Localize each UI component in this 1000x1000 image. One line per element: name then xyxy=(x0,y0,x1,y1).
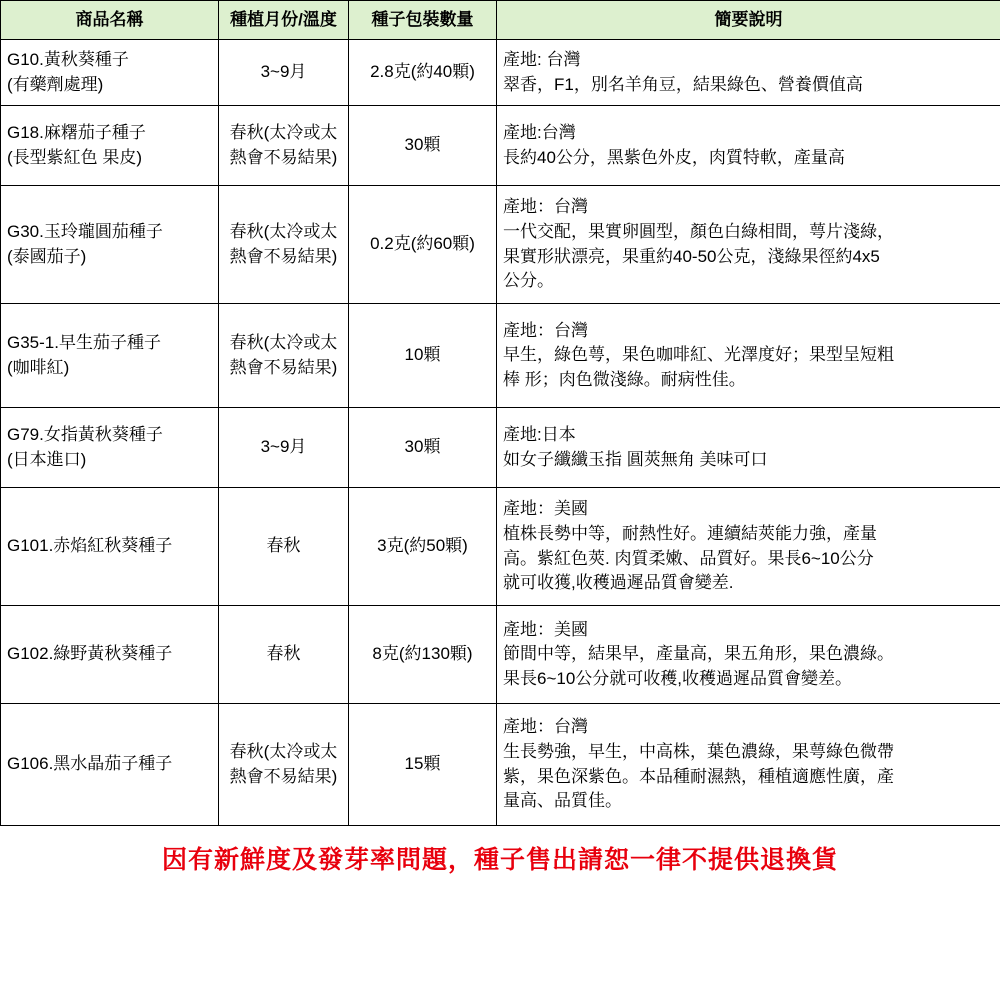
description-line-1: 產地：台灣 xyxy=(503,320,588,340)
cell-planting-month xyxy=(219,106,349,186)
table-row xyxy=(1,186,1000,304)
table-row xyxy=(1,40,1000,106)
product-name-line-1: G18.麻糬茄子種子 xyxy=(7,122,146,142)
cell-description xyxy=(497,704,1000,826)
cell-product-name xyxy=(1,40,219,106)
cell-product-name xyxy=(1,106,219,186)
product-name-line-1: G35-1.早生茄子種子 xyxy=(7,332,161,352)
product-name-line-2: (長型紫紅色 果皮) xyxy=(7,147,143,167)
cell-package-quantity: 3克(約50顆) xyxy=(349,488,497,606)
cell-product-name xyxy=(1,606,219,704)
column-header-package-quantity: 種子包裝數量 xyxy=(349,1,497,40)
description-line-2: 長約40公分，黑紫色外皮，肉質特軟，產量高 xyxy=(503,147,845,167)
cell-product-name xyxy=(1,488,219,606)
planting-month-line-1: 春秋(太冷或太 xyxy=(229,221,338,241)
cell-description xyxy=(497,304,1000,408)
table-body xyxy=(1,40,1000,826)
description-line-1: 產地:台灣 xyxy=(503,122,576,142)
description-line-1: 產地:日本 xyxy=(503,424,576,444)
cell-description xyxy=(497,408,1000,488)
table-row xyxy=(1,106,1000,186)
cell-description xyxy=(497,488,1000,606)
cell-planting-month xyxy=(219,606,349,704)
description-line-4: 量高、品質佳。 xyxy=(503,791,622,811)
product-name-line-2: (泰國茄子) xyxy=(7,246,87,266)
cell-product-name xyxy=(1,304,219,408)
description-line-1: 產地：美國 xyxy=(503,619,588,639)
product-name-line-2: (日本進口) xyxy=(7,449,87,469)
product-name-line-1: G79.女指黃秋葵種子 xyxy=(7,424,163,444)
description-line-2: 植株長勢中等，耐熱性好。連續結莢能力強，產量 xyxy=(503,523,877,543)
cell-package-quantity: 0.2克(約60顆) xyxy=(349,186,497,304)
cell-planting-month xyxy=(219,488,349,606)
description-line-2: 早生，綠色萼，果色咖啡紅、光澤度好；果型呈短粗 xyxy=(503,345,894,365)
planting-month-line-1: 春秋 xyxy=(266,644,301,664)
planting-month-line-2: 熱會不易結果) xyxy=(229,357,338,377)
product-name-line-1: G106.黑水晶茄子種子 xyxy=(7,754,173,774)
cell-package-quantity: 30顆 xyxy=(349,408,497,488)
planting-month-line-1: 春秋(太冷或太 xyxy=(229,122,338,142)
planting-month-line-2: 熱會不易結果) xyxy=(229,766,338,786)
product-name-line-2: (咖啡紅) xyxy=(7,357,70,377)
table-row xyxy=(1,606,1000,704)
description-line-3: 果實形狀漂亮，果重約40-50公克，淺綠果徑約4x5 xyxy=(503,246,880,266)
cell-package-quantity: 8克(約130顆) xyxy=(349,606,497,704)
table-header xyxy=(1,1,1000,40)
description-line-4: 就可收獲,收穫過遲品質會變差. xyxy=(503,573,734,593)
planting-month-line-1: 3~9月 xyxy=(260,437,307,457)
description-line-3: 果長6~10公分就可收穫,收穫過遲品質會變差。 xyxy=(503,668,853,688)
table-row xyxy=(1,408,1000,488)
planting-month-line-1: 春秋(太冷或太 xyxy=(229,332,338,352)
description-line-2: 節間中等，結果早，產量高，果五角形，果色濃綠。 xyxy=(503,644,894,664)
product-name-line-2: (有藥劑處理) xyxy=(7,74,104,94)
cell-description xyxy=(497,106,1000,186)
product-name-line-1: G101.赤焰紅秋葵種子 xyxy=(7,536,173,556)
column-header-planting-month: 種植月份/溫度 xyxy=(219,1,349,40)
description-line-3: 高。紫紅色莢. 肉質柔嫩、品質好。果長6~10公分 xyxy=(503,548,874,568)
planting-month-line-1: 3~9月 xyxy=(260,62,307,82)
description-line-2: 翠香，F1，別名羊角豆，結果綠色、營養價值高 xyxy=(503,74,863,94)
table-row xyxy=(1,704,1000,826)
cell-product-name xyxy=(1,704,219,826)
cell-description xyxy=(497,40,1000,106)
table-row xyxy=(1,304,1000,408)
cell-product-name xyxy=(1,186,219,304)
description-line-1: 產地：美國 xyxy=(503,499,588,519)
description-line-1: 產地：台灣 xyxy=(503,197,588,217)
planting-month-line-2: 熱會不易結果) xyxy=(229,147,338,167)
cell-package-quantity: 2.8克(約40顆) xyxy=(349,40,497,106)
cell-package-quantity: 30顆 xyxy=(349,106,497,186)
description-line-1: 產地：台灣 xyxy=(503,717,588,737)
planting-month-line-1: 春秋 xyxy=(266,536,301,556)
table-header-row xyxy=(1,1,1000,40)
description-line-1: 產地: 台灣 xyxy=(503,49,581,69)
description-line-4: 公分。 xyxy=(503,271,554,291)
table-row xyxy=(1,488,1000,606)
cell-planting-month xyxy=(219,186,349,304)
cell-product-name xyxy=(1,408,219,488)
cell-package-quantity: 15顆 xyxy=(349,704,497,826)
description-line-2: 如女子纖纖玉指 圓莢無角 美味可口 xyxy=(503,449,768,469)
product-name-line-1: G30.玉玲瓏圓茄種子 xyxy=(7,221,163,241)
cell-description xyxy=(497,186,1000,304)
cell-planting-month xyxy=(219,408,349,488)
cell-package-quantity: 10顆 xyxy=(349,304,497,408)
description-line-2: 一代交配，果實卵圓型，顏色白綠相間，萼片淺綠， xyxy=(503,221,894,241)
planting-month-line-1: 春秋(太冷或太 xyxy=(229,741,338,761)
cell-description xyxy=(497,606,1000,704)
cell-planting-month xyxy=(219,304,349,408)
cell-planting-month xyxy=(219,40,349,106)
product-name-line-1: G102.綠野黃秋葵種子 xyxy=(7,644,173,664)
cell-planting-month xyxy=(219,704,349,826)
column-header-description: 簡要說明 xyxy=(497,1,1000,40)
description-line-2: 生長勢強，早生，中高株，葉色濃綠，果萼綠色微帶 xyxy=(503,741,894,761)
column-header-product-name: 商品名稱 xyxy=(1,1,219,40)
product-name-line-1: G10.黃秋葵種子 xyxy=(7,49,129,69)
description-line-3: 紫，果色深紫色。本品種耐濕熱，種植適應性廣，產 xyxy=(503,766,894,786)
description-line-3: 棒 形；肉色微淺綠。耐病性佳。 xyxy=(503,369,746,389)
footer-warning-note: 因有新鮮度及發芽率問題，種子售出請恕一律不提供退換貨 xyxy=(161,846,838,874)
planting-month-line-2: 熱會不易結果) xyxy=(229,246,338,266)
